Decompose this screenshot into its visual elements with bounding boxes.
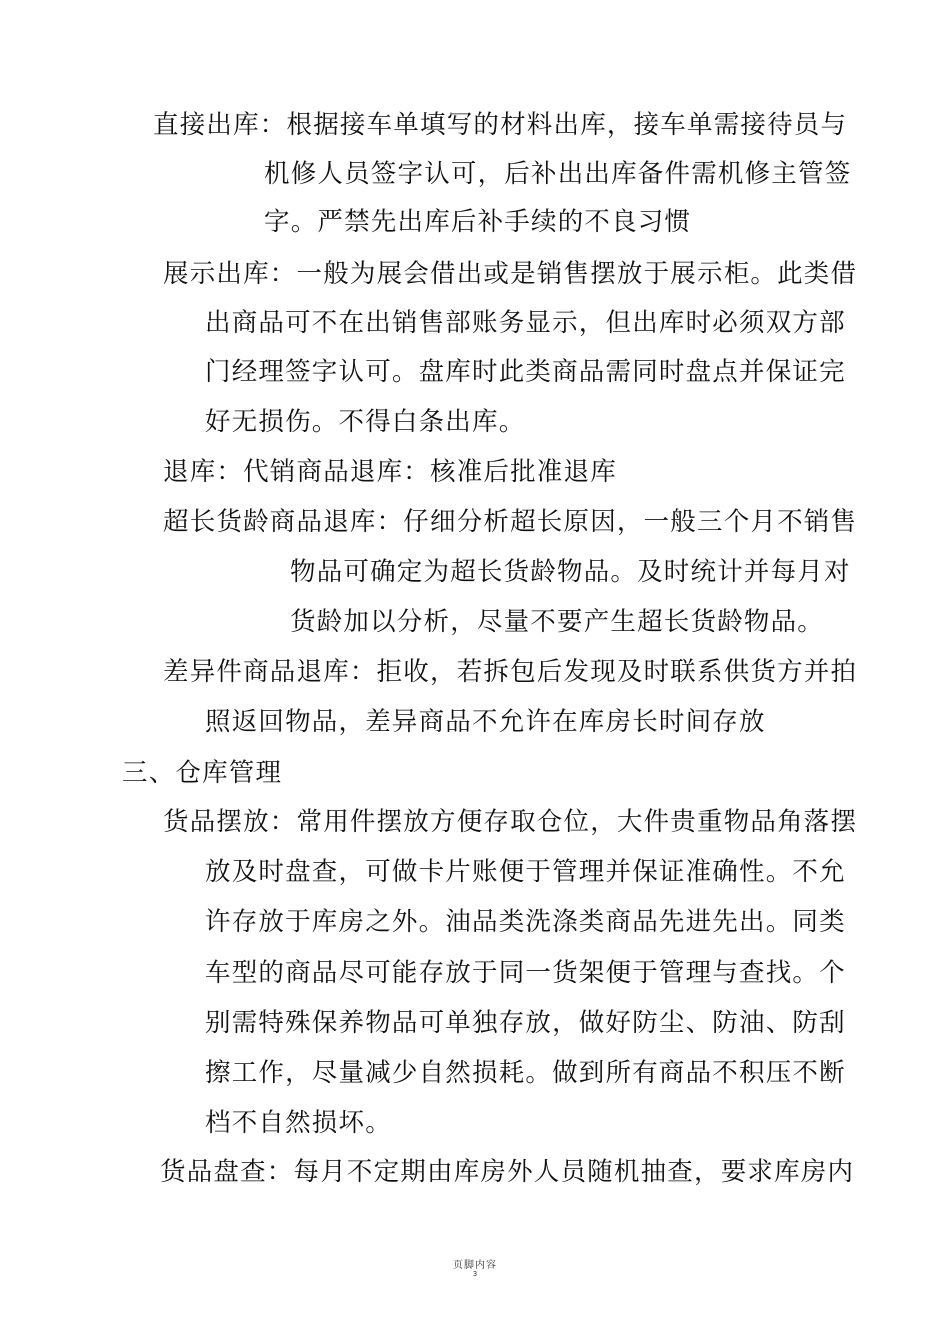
- text-line: 货品摆放：常用件摆放方便存取仓位，大件贵重物品角落摆: [163, 807, 858, 837]
- text-line: 档不自然损坏。: [205, 1108, 392, 1138]
- text-line: 展示出库：一般为展会借出或是销售摆放于展示柜。此类借: [163, 259, 858, 289]
- text-line: 差异件商品退库：拒收，若拆包后发现及时联系供货方并拍: [163, 657, 858, 687]
- text-line: 好无损伤。不得白条出库。: [205, 407, 526, 437]
- text-line: 货品盘查：每月不定期由库房外人员随机抽查，要求库房内: [160, 1157, 855, 1187]
- footer-label: 页脚内容: [453, 1260, 497, 1271]
- text-line: 别需特殊保养物品可单独存放，做好防尘、防油、防刮: [205, 1008, 846, 1038]
- text-line: 直接出库：根据接车单填写的材料出库，接车单需接待员与: [153, 110, 848, 140]
- text-line: 门经理签字认可。盘库时此类商品需同时盘点并保证完: [205, 357, 846, 387]
- text-line: 机修人员签字认可，后补出出库备件需机修主管签: [264, 159, 852, 189]
- page-number: 3: [472, 1270, 478, 1278]
- text-line: 出商品可不在出销售部账务显示，但出库时必须双方部: [205, 308, 846, 338]
- text-line: 照返回物品，差异商品不允许在库房长时间存放: [205, 707, 766, 737]
- text-line: 擦工作，尽量减少自然损耗。做到所有商品不积压不断: [205, 1058, 846, 1088]
- text-line: 物品可确定为超长货龄物品。及时统计并每月对: [290, 557, 851, 587]
- text-line: 车型的商品尽可能存放于同一货架便于管理与查找。个: [205, 958, 846, 988]
- text-line: 许存放于库房之外。油品类洗涤类商品先进先出。同类: [205, 907, 846, 937]
- text-line: 放及时盘查，可做卡片账便于管理并保证准确性。不允: [205, 857, 846, 887]
- text-line: 超长货龄商品退库：仔细分析超长原因，一般三个月不销售: [163, 507, 858, 537]
- text-line: 字。严禁先出库后补手续的不良习惯: [264, 207, 692, 237]
- text-line: 货龄加以分析，尽量不要产生超长货龄物品。: [290, 607, 825, 637]
- text-line: 退库：代销商品退库：核准后批准退库: [163, 457, 617, 487]
- section-heading: 三、仓库管理: [122, 758, 283, 788]
